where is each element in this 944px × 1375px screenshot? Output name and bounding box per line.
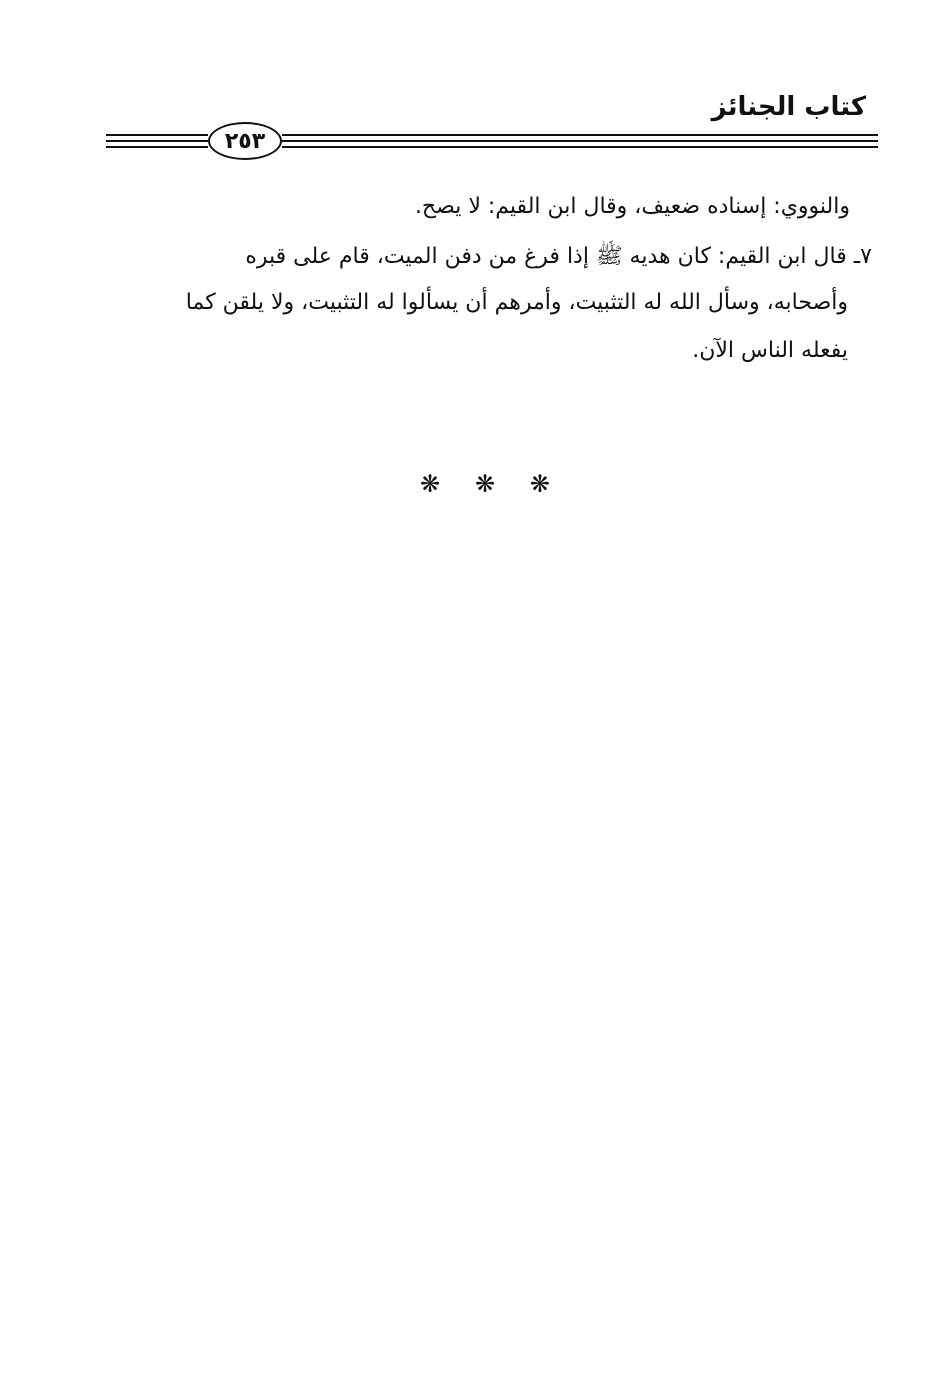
running-title: كتاب الجنائز — [711, 92, 866, 122]
section-separator — [420, 470, 550, 498]
text-line: والنووي: إسناده ضعيف، وقال ابن القيم: لا يصح. — [414, 194, 850, 219]
ornament-icon: ❋ — [529, 470, 550, 498]
header-rule — [282, 140, 878, 142]
text-line: يفعله الناس الآن. — [692, 338, 848, 363]
ornament-icon: ❋ — [420, 470, 441, 498]
text-line: وأصحابه، وسأل الله له التثبيت، وأمرهم أن يسألوا له التثبيت، ولا يلقن كما — [185, 290, 848, 315]
text-line: ٧ـ قال ابن القيم: كان هديه ﷺ إذا فرغ من دفن الميت، قام على قبره — [245, 244, 872, 269]
header-rule — [106, 134, 208, 136]
header-rule — [282, 134, 878, 136]
header-rule — [106, 140, 208, 142]
page-number: ٢٥٣ — [224, 128, 266, 154]
ornament-icon: ❋ — [474, 470, 496, 498]
header-rule — [106, 146, 208, 148]
header-rule — [282, 146, 878, 148]
page-number-badge — [208, 122, 282, 160]
